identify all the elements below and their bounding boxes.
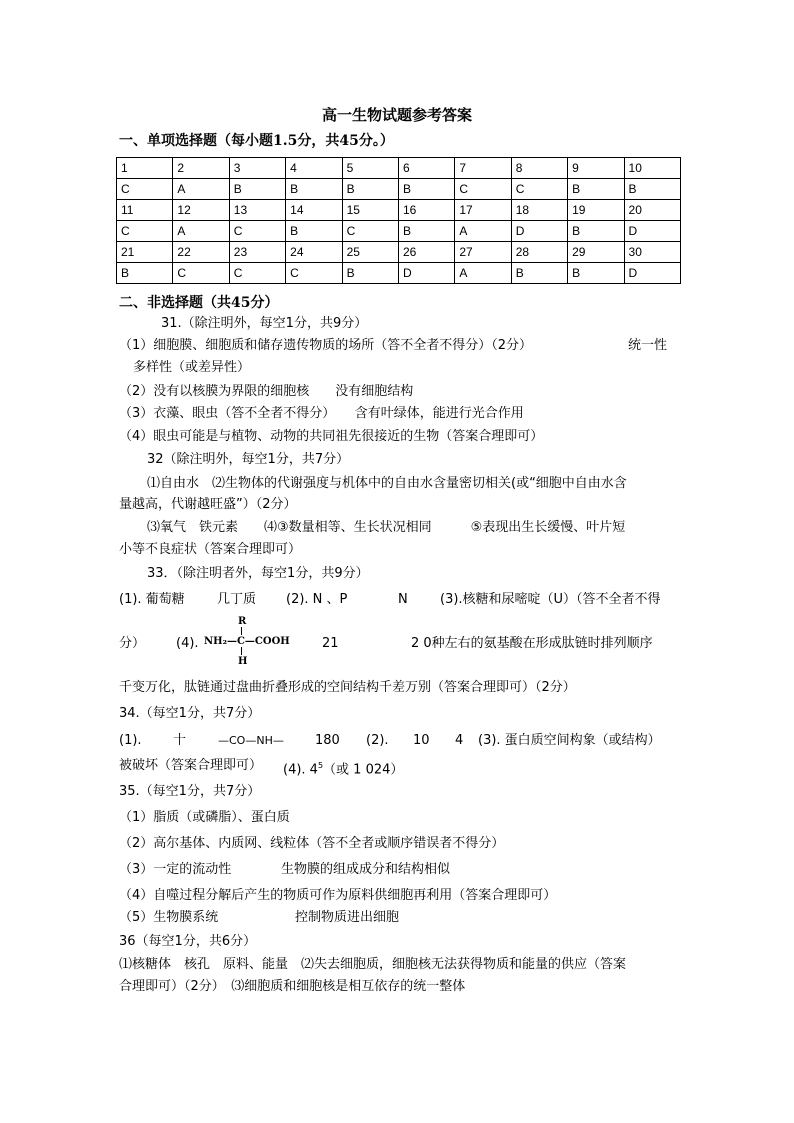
answer-cell: B — [398, 221, 454, 242]
q35-answer-3-b: 生物膜的组成成分和结构相似 — [281, 862, 451, 877]
question-number-cell: 6 — [398, 158, 454, 179]
section2-heading: 二、非选择题（共45分） — [119, 295, 279, 311]
answer-cell: C — [229, 263, 285, 284]
q34-answer-3: (3). 蛋白质空间构象（或结构） — [478, 733, 661, 748]
structure-bond-bottom — [241, 647, 242, 655]
q34-answer-3-cont: 被破坏（答案合理即可） — [119, 758, 263, 773]
q33-answer-3: (3).核糖和尿嘧啶（U）（答不全者不得 — [440, 592, 661, 607]
answer-row — [117, 221, 681, 242]
answer-cell: C — [511, 179, 567, 200]
q35-answer-2: （2）高尔基体、内质网、线粒体（答不全者或顺序错误者不得分） — [119, 836, 505, 851]
answer-table — [116, 157, 681, 284]
q31-answer-1: （1）细胞膜、细胞质和储存遗传物质的场所（答不全者不得分）（2分） — [119, 338, 533, 353]
q33-heading: 33．（除注明者外，每空1分，共9分） — [147, 566, 369, 581]
question-number-cell: 20 — [624, 200, 680, 221]
question-number-row — [117, 158, 681, 179]
answer-cell: C — [117, 179, 173, 200]
q36-answer-2: 合理即可）（2分） ⑶细胞质和细胞核是相互依存的统一整体 — [119, 979, 466, 994]
q35-answer-3: （3）一定的流动性 — [119, 862, 232, 877]
question-number-cell: 1 — [117, 158, 173, 179]
q31-heading: 31.（除注明外，每空1分，共9分） — [161, 316, 368, 331]
question-number-cell: 8 — [511, 158, 567, 179]
q31-answer-1-b: 统一性 — [628, 338, 668, 353]
question-number-cell: 25 — [342, 242, 398, 263]
question-number-cell: 12 — [173, 200, 229, 221]
q31-answer-3: （3）衣藻、眼虫（答不全者不得分） 含有叶绿体，能进行光合作用 — [119, 406, 524, 421]
answer-row — [117, 179, 681, 200]
question-number-row — [117, 200, 681, 221]
section1-heading: 一、单项选择题（每小题1.5分，共45分。） — [119, 133, 394, 149]
answer-cell: B — [398, 179, 454, 200]
q31-answer-4: （4）眼虫可能是与植物、动物的共同祖先很接近的生物（答案合理即可） — [119, 429, 544, 444]
answer-cell: B — [342, 263, 398, 284]
structure-bond-top — [241, 627, 242, 635]
answer-cell: A — [173, 179, 229, 200]
q36-answer-1: ⑴核糖体 核孔 原料、能量 ⑵失去细胞质，细胞核无法获得物质和能量的供应（答案 — [119, 957, 627, 972]
answer-cell: B — [286, 221, 342, 242]
q34-answer-2-a: 10 — [413, 733, 430, 748]
question-number-cell: 7 — [455, 158, 511, 179]
question-number-cell: 9 — [568, 158, 624, 179]
question-number-cell: 22 — [173, 242, 229, 263]
q33-answer-1: (1). 葡萄糖 — [119, 592, 185, 607]
answer-cell: B — [568, 221, 624, 242]
answer-cell: B — [286, 179, 342, 200]
question-number-cell: 28 — [511, 242, 567, 263]
answer-row — [117, 263, 681, 284]
q34-answer-4 — [283, 758, 403, 778]
answer-cell: D — [511, 221, 567, 242]
q35-heading: 35.（每空1分，共7分） — [119, 784, 261, 799]
q36-heading: 36（每空1分，共6分） — [119, 934, 257, 949]
question-number-cell: 10 — [624, 158, 680, 179]
question-number-row — [117, 242, 681, 263]
question-number-cell: 19 — [568, 200, 624, 221]
question-number-cell: 17 — [455, 200, 511, 221]
q34-answer-1-a: 十 — [173, 733, 187, 748]
q34-answer-4-exponent: 5 — [317, 761, 324, 770]
question-number-cell: 23 — [229, 242, 285, 263]
q34-answer-2-label: (2). — [366, 733, 389, 748]
question-number-cell: 14 — [286, 200, 342, 221]
q33-answer-4-b: 21 — [322, 636, 339, 651]
answer-cell: C — [229, 221, 285, 242]
amino-acid-structure — [204, 616, 290, 668]
answer-cell: C — [173, 263, 229, 284]
q31-answer-2: （2）没有以核膜为界限的细胞核 没有细胞结构 — [119, 384, 414, 399]
q35-answer-4: （4）自噬过程分解后产生的物质可作为原料供细胞再利用（答案合理即可） — [119, 888, 557, 903]
structure-main-chain: NH₂—C—COOH — [204, 636, 290, 647]
answer-cell: C — [286, 263, 342, 284]
question-number-cell: 18 — [511, 200, 567, 221]
question-number-cell: 3 — [229, 158, 285, 179]
answer-cell: B — [229, 179, 285, 200]
answer-cell: B — [342, 179, 398, 200]
q34-answer-4-base: (4). 4 — [283, 762, 318, 778]
q33-answer-1-b: 几丁质 — [217, 592, 257, 607]
q33-answer-4-cont: 千变万化，肽链通过盘曲折叠形成的空间结构千差万别（答案合理即可）（2分） — [119, 680, 576, 695]
question-number-cell: 4 — [286, 158, 342, 179]
q33-answer-3-cont: 分） — [119, 636, 146, 651]
answer-cell: A — [455, 221, 511, 242]
question-number-cell: 27 — [455, 242, 511, 263]
question-number-cell: 13 — [229, 200, 285, 221]
answer-cell: B — [117, 263, 173, 284]
q33-answer-2-b: N — [398, 592, 408, 607]
answer-cell: C — [455, 179, 511, 200]
question-number-cell: 26 — [398, 242, 454, 263]
q31-answer-1-c: 多样性（或差异性） — [133, 360, 251, 375]
structure-h-atom: H — [238, 656, 248, 667]
question-number-cell: 29 — [568, 242, 624, 263]
q33-answer-4-label: (4). — [176, 636, 199, 651]
question-number-cell: 16 — [398, 200, 454, 221]
q33-answer-4-c: 2 0种左右的氨基酸在形成肽链时排列顺序 — [411, 636, 653, 651]
q34-heading: 34.（每空1分，共7分） — [119, 706, 261, 721]
q32-answer-2: 量越高，代谢越旺盛”）（2分） — [119, 497, 297, 512]
question-number-cell: 21 — [117, 242, 173, 263]
answer-cell: D — [624, 263, 680, 284]
q33-answer-2: (2). N 、P — [286, 592, 348, 607]
q34-answer-4-alt: （或 1 024） — [323, 762, 404, 778]
q34-answer-2-b: 4 — [455, 733, 464, 748]
answer-cell: B — [511, 263, 567, 284]
question-number-cell: 24 — [286, 242, 342, 263]
q34-answer-1-label: (1). — [119, 733, 142, 748]
answer-cell: B — [568, 263, 624, 284]
answer-cell: A — [173, 221, 229, 242]
q32-answer-4: 小等不良症状（答案合理即可） — [119, 542, 302, 557]
q34-answer-1-c: 180 — [315, 733, 340, 748]
answer-cell: C — [117, 221, 173, 242]
q35-answer-1: （1）脂质（或磷脂）、蛋白质 — [119, 810, 290, 825]
structure-r-group: R — [238, 616, 247, 627]
q35-answer-5: （5）生物膜系统 — [119, 910, 219, 925]
q34-answer-1-b: —CO—NH— — [218, 734, 284, 747]
question-number-cell: 5 — [342, 158, 398, 179]
q35-answer-5-b: 控制物质进出细胞 — [295, 910, 400, 925]
answer-cell: D — [624, 221, 680, 242]
answer-cell: A — [455, 263, 511, 284]
answer-cell: B — [624, 179, 680, 200]
question-number-cell: 15 — [342, 200, 398, 221]
q32-heading: 32（除注明外，每空1分，共7分） — [147, 452, 350, 467]
answer-cell: B — [568, 179, 624, 200]
question-number-cell: 30 — [624, 242, 680, 263]
question-number-cell: 11 — [117, 200, 173, 221]
q32-answer-1: ⑴自由水 ⑵生物体的代谢强度与机体中的自由水含量密切相关(或“细胞中自由水含 — [147, 476, 627, 491]
question-number-cell: 2 — [173, 158, 229, 179]
answer-cell: D — [398, 263, 454, 284]
page-title: 高一生物试题参考答案 — [321, 106, 472, 124]
q32-answer-3: ⑶氧气 铁元素 ⑷③数量相等、生长状况相同 ⑤表现出生长缓慢、叶片短 — [147, 520, 626, 535]
answer-cell: C — [342, 221, 398, 242]
